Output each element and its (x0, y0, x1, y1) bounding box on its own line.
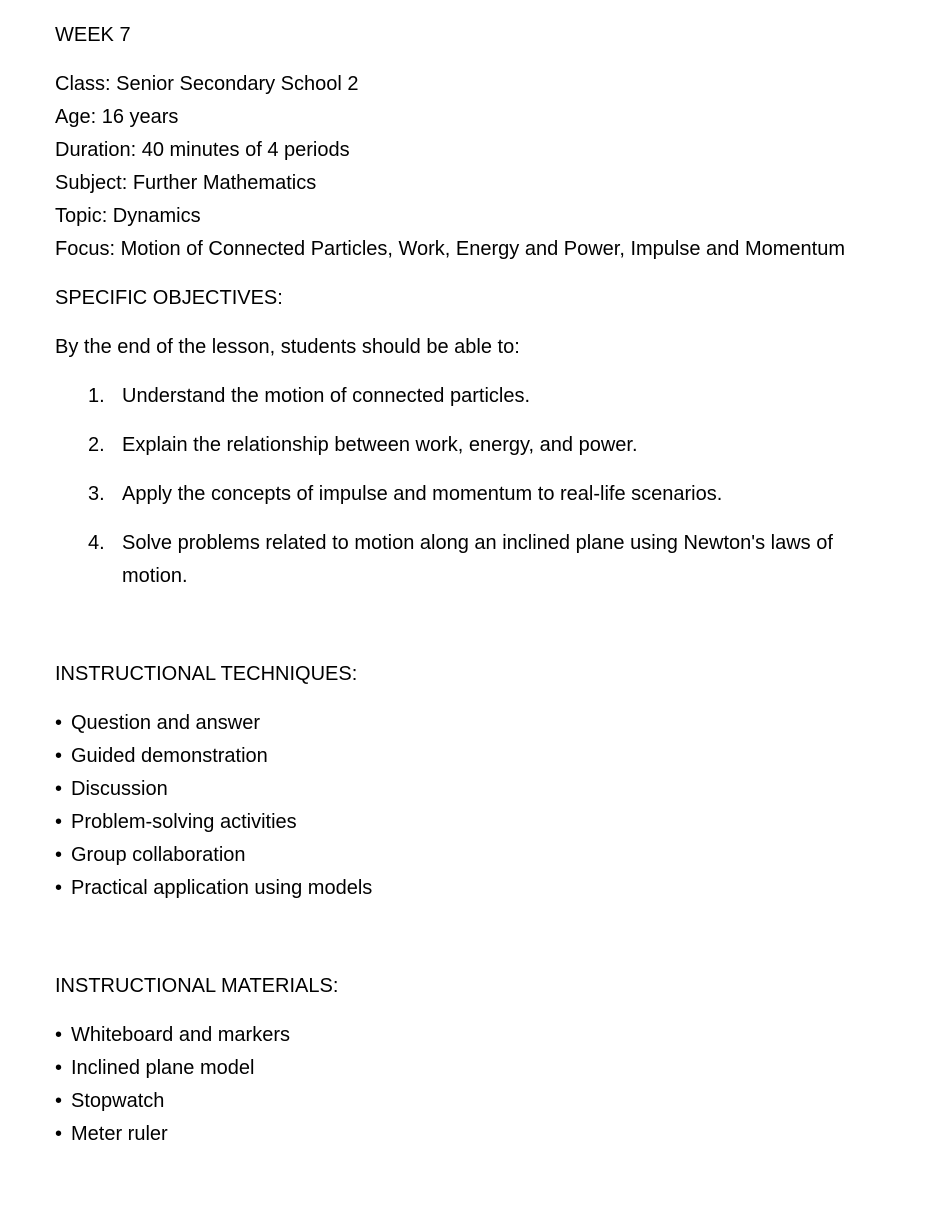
bullet-icon: • (55, 811, 63, 833)
materials-list (55, 1019, 875, 1151)
detail-class: Class: Senior Secondary School 2 (55, 73, 359, 95)
objective-item (55, 429, 875, 462)
detail-topic: Topic: Dynamics (55, 205, 201, 227)
blank-paragraph (55, 609, 875, 658)
techniques-heading: INSTRUCTIONAL TECHNIQUES: (55, 663, 358, 685)
list-number: 4. (88, 532, 105, 554)
objectives-intro: By the end of the lesson, students should be able to: (55, 336, 520, 358)
list-number: 3. (88, 483, 105, 505)
detail-subject: Subject: Further Mathematics (55, 172, 317, 194)
technique-text: Guided demonstration (71, 745, 268, 767)
bullet-icon: • (55, 877, 63, 899)
detail-age: Age: 16 years (55, 106, 179, 128)
technique-text: Practical application using models (71, 877, 373, 899)
technique-text: Problem-solving activities (71, 811, 297, 833)
technique-item (55, 740, 875, 773)
material-item (55, 1118, 875, 1151)
week-title: WEEK 7 (55, 24, 131, 46)
objective-item (55, 478, 875, 511)
objective-text: Understand the motion of connected particles. (122, 385, 531, 407)
technique-text: Group collaboration (71, 844, 246, 866)
bullet-icon: • (55, 1057, 63, 1079)
list-number: 2. (88, 434, 105, 456)
materials-heading: INSTRUCTIONAL MATERIALS: (55, 975, 339, 997)
objectives-list (55, 380, 875, 593)
bullet-icon: • (55, 1024, 63, 1046)
techniques-list (55, 707, 875, 905)
objective-item (55, 527, 875, 593)
material-text: Whiteboard and markers (71, 1024, 290, 1046)
technique-item (55, 707, 875, 740)
bullet-icon: • (55, 778, 63, 800)
objective-item (55, 380, 875, 413)
material-text: Stopwatch (71, 1090, 165, 1112)
objectives-heading: SPECIFIC OBJECTIVES: (55, 287, 283, 309)
technique-item (55, 773, 875, 806)
bullet-icon: • (55, 1123, 63, 1145)
bullet-icon: • (55, 844, 63, 866)
bullet-icon: • (55, 712, 63, 734)
objective-text: Apply the concepts of impulse and momentum to real-life scenarios. (122, 483, 723, 505)
objective-text: Explain the relationship between work, energy, and power. (122, 434, 638, 456)
bullet-icon: • (55, 745, 63, 767)
detail-duration: Duration: 40 minutes of 4 periods (55, 139, 350, 161)
blank-paragraph (55, 921, 875, 970)
technique-text: Question and answer (71, 712, 261, 734)
detail-focus: Focus: Motion of Connected Particles, Work, Energy and Power, Impulse and Momentum (55, 238, 845, 260)
material-text: Inclined plane model (71, 1057, 255, 1079)
material-item (55, 1052, 875, 1085)
technique-text: Discussion (71, 778, 168, 800)
lesson-details (55, 68, 875, 266)
technique-item (55, 872, 875, 905)
material-item (55, 1085, 875, 1118)
bullet-icon: • (55, 1090, 63, 1112)
technique-item (55, 806, 875, 839)
list-number: 1. (88, 385, 105, 407)
material-text: Meter ruler (71, 1123, 168, 1145)
technique-item (55, 839, 875, 872)
objective-text: Solve problems related to motion along an inclined plane using Newton's laws of motion. (122, 532, 833, 587)
material-item (55, 1019, 875, 1052)
